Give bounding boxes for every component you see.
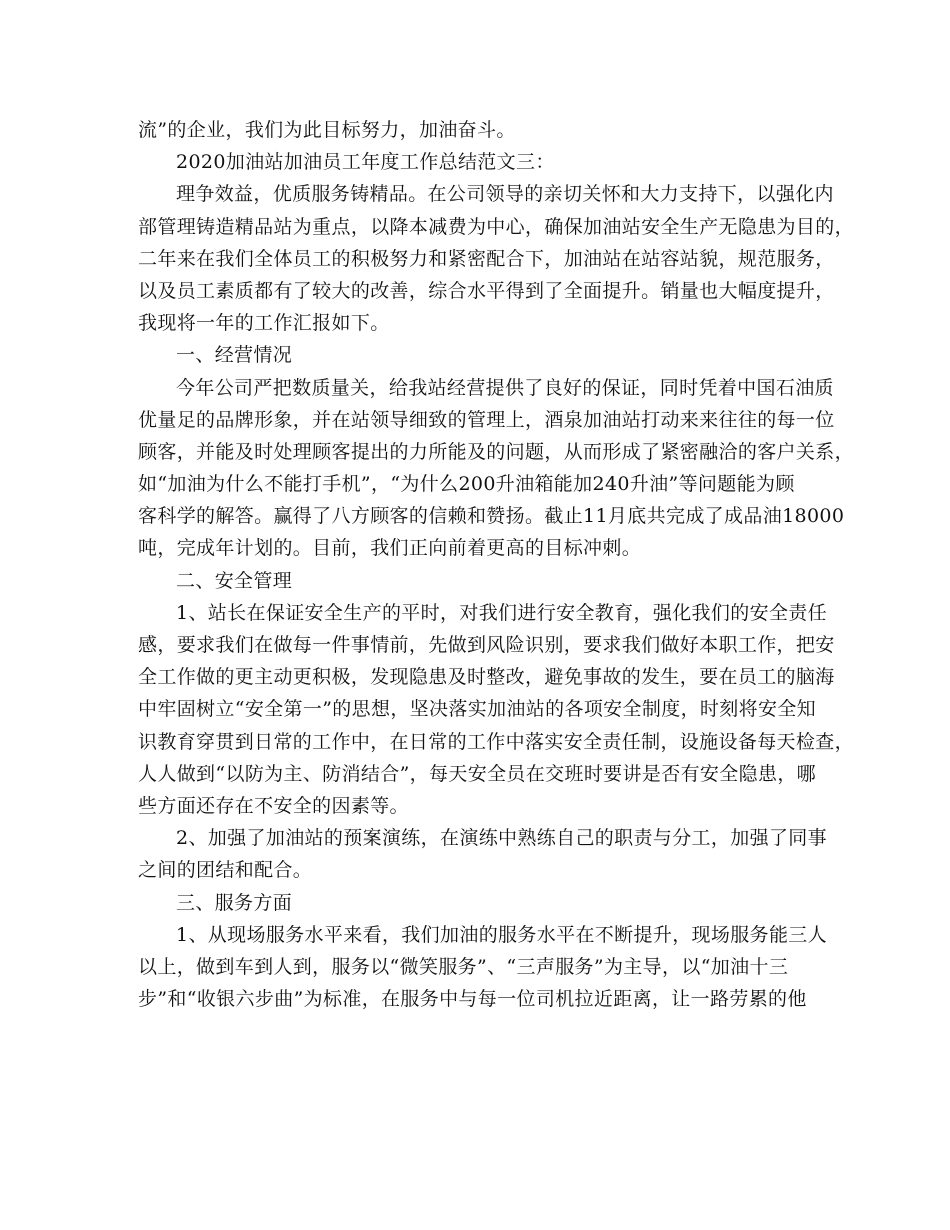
text-line: 感，要求我们在做每一件事情前，先做到风险识别，要求我们做好本职工作，把安 xyxy=(138,634,835,656)
text-line: 中牢固树立“安全第一”的思想，坚决落实加油站的各项安全制度，时刻将安全知 xyxy=(138,698,817,721)
section-heading: 二、安全管理 xyxy=(176,569,293,592)
text-line: 部管理铸造精品站为重点，以降本减费为中心，确保加油站安全生产无隐患为目的， xyxy=(138,215,854,238)
text-line: 些方面还存在不安全的因素等。 xyxy=(138,794,409,817)
paragraph-start: 今年公司严把数质量关，给我站经营提供了良好的保证，同时凭着中国石油质 xyxy=(176,376,834,399)
text-line: 如“加油为什么不能打手机”，“为什么200升油箱能加240升油”等问题能为顾 xyxy=(138,473,795,496)
text-line: 以及员工素质都有了较大的改善，综合水平得到了全面提升。销量也大幅度提升， xyxy=(138,279,835,302)
text-line: 全工作做的更主动更积极，发现隐患及时整改，避免事故的发生，要在员工的脑海 xyxy=(138,666,835,689)
text-line: 我现将一年的工作汇报如下。 xyxy=(138,312,390,335)
paragraph-start: 2、加强了加油站的预案演练，在演练中熟练自己的职责与分工，加强了同事 xyxy=(176,827,827,850)
section-heading: 三、服务方面 xyxy=(176,891,293,914)
document-body xyxy=(138,114,854,1015)
text-line: 优量足的品牌形象，并在站领导细致的管理上，酒泉加油站打动来来往往的每一位 xyxy=(138,408,835,431)
paragraph-start: 理争效益，优质服务铸精品。在公司领导的亲切关怀和大力支持下，以强化内 xyxy=(176,183,834,206)
text-line: 以上，做到车到人到，服务以“微笑服务”、“三声服务”为主导，以“加油十三 xyxy=(138,955,789,978)
section-heading: 2020加油站加油员工年度工作总结范文三： xyxy=(176,151,555,174)
paragraph-start: 1、从现场服务水平来看，我们加油的服务水平在不断提升，现场服务能三人 xyxy=(176,923,827,946)
text-line: 顾客，并能及时处理顾客提出的力所能及的问题，从而形成了紧密融洽的客户关系， xyxy=(138,440,854,463)
paragraph-start: 1、站长在保证安全生产的平时，对我们进行安全教育，强化我们的安全责任 xyxy=(176,601,827,624)
section-heading: 一、经营情况 xyxy=(176,344,293,367)
text-line: 二年来在我们全体员工的积极努力和紧密配合下，加油站在站容站貌，规范服务， xyxy=(138,247,835,270)
text-line: 客科学的解答。赢得了八方顾客的信赖和赞扬。截止11月底共完成了成品油18000 xyxy=(138,505,845,528)
text-line: 识教育穿贯到日常的工作中，在日常的工作中落实安全责任制，设施设备每天检查， xyxy=(138,730,854,753)
text-line: 人人做到“以防为主、防消结合”，每天安全员在交班时要讲是否有安全隐患，哪 xyxy=(138,762,817,785)
text-line: 步”和“收银六步曲”为标准，在服务中与每一位司机拉近距离，让一路劳累的他 xyxy=(138,988,807,1011)
text-line: 流”的企业，我们为此目标努力，加油奋斗。 xyxy=(138,119,516,141)
text-line: 吨，完成年计划的。目前，我们正向前着更高的目标冲刺。 xyxy=(138,537,642,560)
text-line: 之间的团结和配合。 xyxy=(138,859,313,882)
